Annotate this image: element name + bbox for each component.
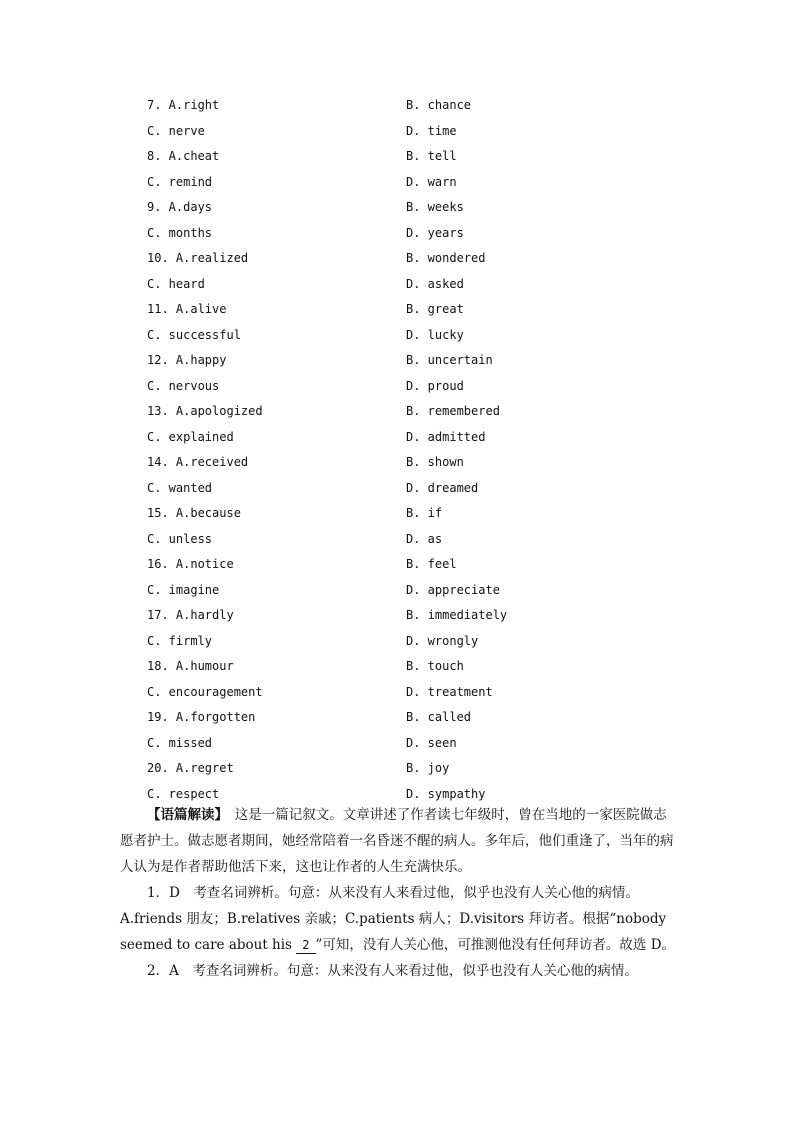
options-list: [147, 96, 707, 810]
option-right: B. immediately: [406, 608, 508, 622]
option-right: B. touch: [406, 659, 464, 673]
option-row: [147, 249, 707, 275]
option-right: D. dreamed: [406, 480, 479, 495]
answer-1-options: A.friends 朋友；B.relatives 亲戚；C.patients 病人；D.visitors 拜访者。根据“nobody seemed to care about his: [120, 911, 667, 953]
option-left: C. months: [147, 225, 213, 240]
option-right: D. wrongly: [406, 633, 479, 648]
option-right: D. time: [406, 123, 457, 138]
option-left: C. missed: [147, 735, 213, 750]
option-left: 13. A.apologized: [147, 404, 263, 418]
option-row: [147, 402, 707, 428]
intro-text: 这是一篇记叙文。文章讲述了作者读七年级时，曾在当地的一家医院做志愿者护士。做志愿者期间，她经常陪着一名昏迷不醒的病人。多年后，他们重逢了，当年的病人认为是作者帮助他活下来，这也让作者的人生充满快乐。: [120, 807, 674, 875]
option-right: D. warn: [406, 174, 457, 189]
option-right: D. treatment: [406, 684, 493, 699]
option-left: C. heard: [147, 276, 205, 291]
option-row: [147, 734, 707, 760]
option-left: C. remind: [147, 174, 213, 189]
answer-1-body: [120, 906, 680, 958]
option-right: B. feel: [406, 557, 457, 571]
option-right: B. called: [406, 710, 472, 724]
blank-number: 2: [296, 937, 315, 954]
option-left: C. firmly: [147, 633, 213, 648]
option-left: C. nervous: [147, 378, 220, 393]
option-row: [147, 300, 707, 326]
option-left: 10. A.realized: [147, 251, 249, 265]
option-right: D. seen: [406, 735, 457, 750]
option-row: [147, 657, 707, 683]
option-row: [147, 275, 707, 301]
option-left: 15. A.because: [147, 506, 241, 520]
option-right: B. joy: [406, 761, 450, 775]
option-left: C. successful: [147, 327, 241, 342]
option-row: [147, 224, 707, 250]
option-left: 17. A.hardly: [147, 608, 234, 622]
option-left: 14. A.received: [147, 455, 249, 469]
answer-1-heading: 1．D 考查名词辨析。句意：从来没有人来看过他，似乎也没有人关心他的病情。: [147, 885, 639, 901]
option-row: [147, 377, 707, 403]
option-left: 16. A.notice: [147, 557, 234, 571]
option-row: [147, 606, 707, 632]
option-row: [147, 708, 707, 734]
answer-2-heading: 2．A 考查名词辨析。句意：从来没有人来看过他，似乎也没有人关心他的病情。: [147, 963, 638, 979]
option-row: [147, 479, 707, 505]
analysis-heading: 【语篇解读】: [147, 807, 222, 823]
option-row: [147, 96, 707, 122]
option-right: B. shown: [406, 455, 464, 469]
option-row: [147, 555, 707, 581]
option-left: C. respect: [147, 786, 220, 801]
option-row: [147, 683, 707, 709]
option-row: [147, 632, 707, 658]
option-right: B. if: [406, 506, 443, 520]
option-row: [147, 326, 707, 352]
option-right: B. chance: [406, 98, 472, 112]
option-right: D. admitted: [406, 429, 486, 444]
option-row: [147, 122, 707, 148]
option-left: C. encouragement: [147, 684, 263, 699]
option-left: 7. A.right: [147, 98, 220, 112]
option-right: B. tell: [406, 149, 457, 163]
option-left: 11. A.alive: [147, 302, 227, 316]
option-left: C. wanted: [147, 480, 213, 495]
option-row: [147, 504, 707, 530]
option-right: B. remembered: [406, 404, 500, 418]
option-left: 9. A.days: [147, 200, 213, 214]
option-left: C. explained: [147, 429, 234, 444]
option-row: [147, 428, 707, 454]
analysis-section: [120, 802, 680, 984]
option-right: D. appreciate: [406, 582, 500, 597]
option-left: C. unless: [147, 531, 213, 546]
option-row: [147, 759, 707, 785]
option-row: [147, 147, 707, 173]
option-right: D. lucky: [406, 327, 464, 342]
option-right: B. great: [406, 302, 464, 316]
intro-paragraph: [120, 802, 680, 880]
option-right: B. wondered: [406, 251, 486, 265]
option-row: [147, 351, 707, 377]
option-left: 20. A.regret: [147, 761, 234, 775]
option-row: [147, 453, 707, 479]
answer-1-conclusion: ”可知，没有人关心他，可推测他没有任何拜访者。故选 D。: [315, 937, 676, 953]
option-row: [147, 173, 707, 199]
option-row: [147, 530, 707, 556]
option-right: B. uncertain: [406, 353, 493, 367]
option-right: B. weeks: [406, 200, 464, 214]
option-right: D. sympathy: [406, 786, 486, 801]
option-right: D. proud: [406, 378, 464, 393]
option-row: [147, 198, 707, 224]
option-right: D. as: [406, 531, 443, 546]
option-left: 18. A.humour: [147, 659, 234, 673]
option-left: 8. A.cheat: [147, 149, 220, 163]
option-left: 12. A.happy: [147, 353, 227, 367]
option-left: C. imagine: [147, 582, 220, 597]
option-right: D. asked: [406, 276, 464, 291]
option-left: 19. A.forgotten: [147, 710, 256, 724]
option-right: D. years: [406, 225, 464, 240]
option-left: C. nerve: [147, 123, 205, 138]
option-row: [147, 581, 707, 607]
